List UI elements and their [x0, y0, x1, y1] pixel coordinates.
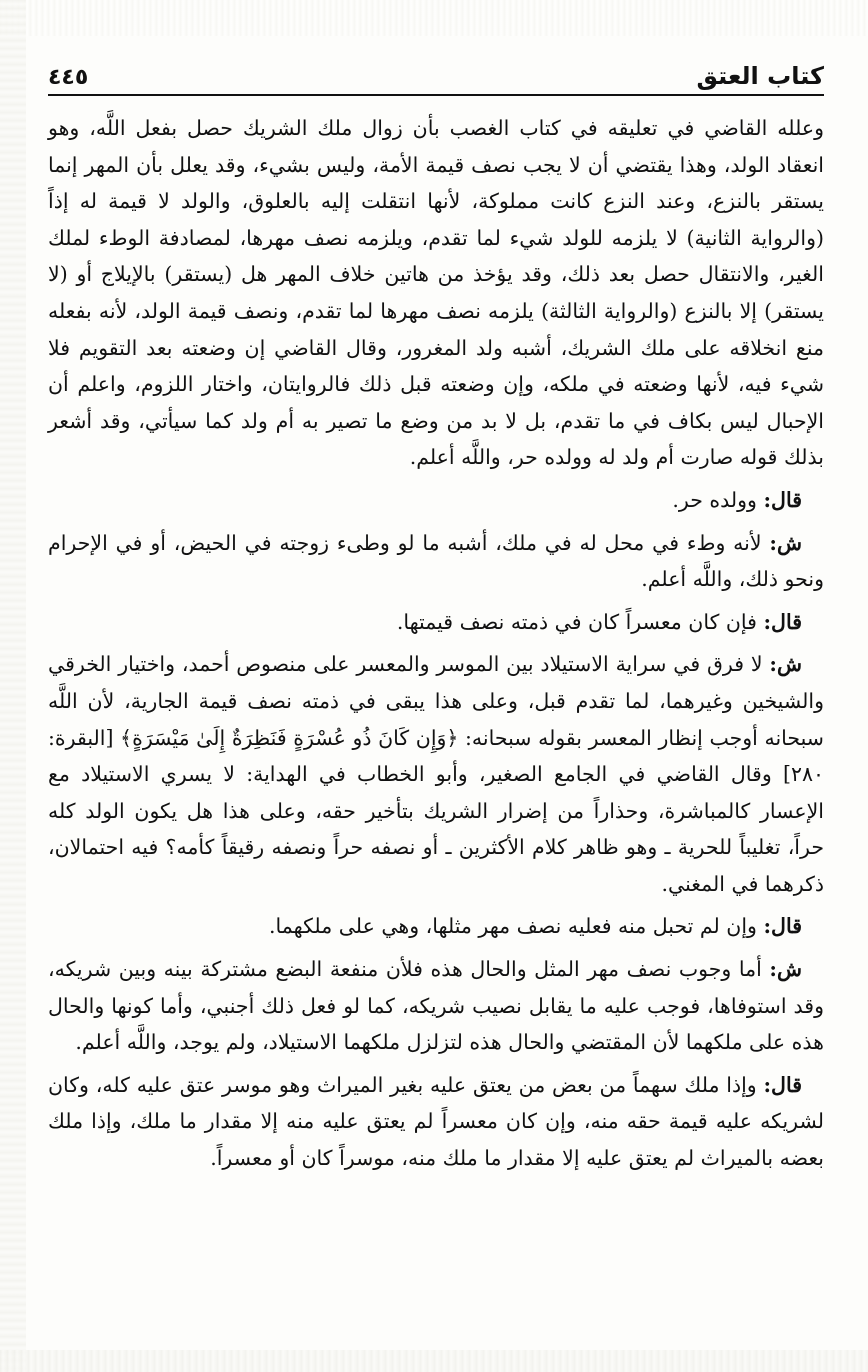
- body-text: [48, 110, 824, 1177]
- paragraph-text: فإن كان معسراً كان في ذمته نصف قيمتها.: [396, 609, 764, 634]
- scan-edge-top: [0, 0, 868, 36]
- paragraph-lead: قال:: [763, 914, 802, 939]
- paragraph-lead: ش:: [769, 957, 802, 982]
- paragraph-lead: ش:: [769, 530, 802, 555]
- paragraph-lead: قال:: [763, 1072, 802, 1097]
- paragraph-sharh: [48, 646, 824, 902]
- paragraph-matn: [48, 908, 824, 945]
- paragraph-text: وولده حر.: [672, 487, 764, 512]
- paragraph-text: وإذا ملك سهماً من بعض من يعتق عليه بغير الميراث وهو موسر عتق عليه كله، وكان لشريكه عليه قيمة حقه منه، وإن كان معسراً لم يعتق عليه منه إلا مقدار ما ملك، وإذا ملك بعضه بالميراث لم يعتق عليه إلا مقدار ما ملك منه، موسراً كان أو معسراً.: [48, 1072, 824, 1171]
- paragraph-sharh: [48, 525, 824, 598]
- paragraph-matn: [48, 482, 824, 519]
- book-title: كتاب العتق: [696, 62, 824, 90]
- paragraph-matn: [48, 1067, 824, 1177]
- paragraph-sharh: [48, 951, 824, 1061]
- paragraph-text: لا فرق في سراية الاستيلاد بين الموسر والمعسر على منصوص أحمد، واختيار الخرقي والشيخين وغيرهما، لما تقدم قبل، وعلى هذا يبقى في ذمته نصف قيمة الجارية، لأن اللَّه سبحانه أوجب إنظار المعسر بقوله سبحانه: ﴿وَإِن كَانَ ذُو عُسْرَةٍ فَنَظِرَةٌ إِلَىٰ مَيْسَرَةٍ﴾ [البقرة: ٢٨٠] وقال القاضي في الجامع الصغير، وأبو الخطاب في الهداية: لا يسري الاستيلاد مع الإعسار كالمباشرة، وحذاراً من إضرار الشريك بتأخير حقه، وعلى هذا هل يكون الولد كله حراً، تغليباً للحرية ـ وهو ظاهر كلام الأكثرين ـ أو نصفه حراً ونصفه رقيقاً كأمه؟ فيه احتمالان، ذكرهما في المغني.: [48, 652, 824, 896]
- paragraph-text: لأنه وطء في محل له في ملك، أشبه ما لو وطىء زوجته في الحيض، أو في الإحرام ونحو ذلك، واللَّه أعلم.: [48, 530, 824, 592]
- page-number: ٤٤٥: [48, 65, 89, 90]
- paragraph-lead: قال:: [763, 609, 802, 634]
- paragraph-matn: [48, 604, 824, 641]
- paragraph-text: وإن لم تحبل منه فعليه نصف مهر مثلها، وهي على ملكهما.: [269, 914, 764, 939]
- paragraph-lead: ش:: [769, 652, 802, 677]
- scan-edge-left: [0, 0, 26, 1372]
- paragraph-text: وعلله القاضي في تعليقه في كتاب الغصب بأن زوال ملك الشريك حصل بفعل اللَّه، وهو انعقاد الولد، وهذا يقتضي أن لا يجب نصف قيمة الأمة، وليس بشيء، وقد يعلل بأن المهر إنما يستقر بالنزع، وعند النزع كانت مملوكة، لأنها انتقلت إليه بالعلوق، والولد لا قيمة له إذاً (والرواية الثانية) لا يلزمه للولد شيء لما تقدم، ويلزمه نصف مهرها، لمصادفة الوطء لملك الغير، والانتقال حصل بعد ذلك، وقد يؤخذ من هاتين خلاف المهر هل (يستقر) بالإيلاج أو (لا يستقر) إلا بالنزع (والرواية الثالثة) يلزمه نصف مهرها لما تقدم، ونصف قيمة الولد، لأنه بفعله منع انخلاقه على ملك الشريك، أشبه ولد المغرور، وقال القاضي إن وضعته بعد التقويم فلا شيء فيه، لأنها وضعته في ملكه، وإن وضعته قبل ذلك فالروايتان، واختار اللزوم، واعلم أن الإحبال ليس بكاف في ما تقدم، بل لا بد من وضع ما تصير به أم ولد كما سيأتي، وقد أشعر بذلك قوله صارت أم ولد له وولده حر، واللَّه أعلم.: [48, 116, 824, 470]
- scan-edge-bottom: [0, 1350, 868, 1372]
- paragraph-text: أما وجوب نصف مهر المثل والحال هذه فلأن منفعة البضع مشتركة بينه وبين شريكه، وقد استوفاها، فوجب عليه ما يقابل نصيب شريكه، كما لو فعل ذلك أجنبي، وأما كونها والحال هذه على ملكهما لأن المقتضي والحال هذه لتزلزل ملكهما الاستيلاد، ولم يوجد، واللَّه أعلم.: [48, 957, 824, 1055]
- paragraph-sharh: [48, 110, 824, 476]
- running-head: [48, 58, 824, 96]
- paragraph-lead: قال:: [763, 487, 802, 512]
